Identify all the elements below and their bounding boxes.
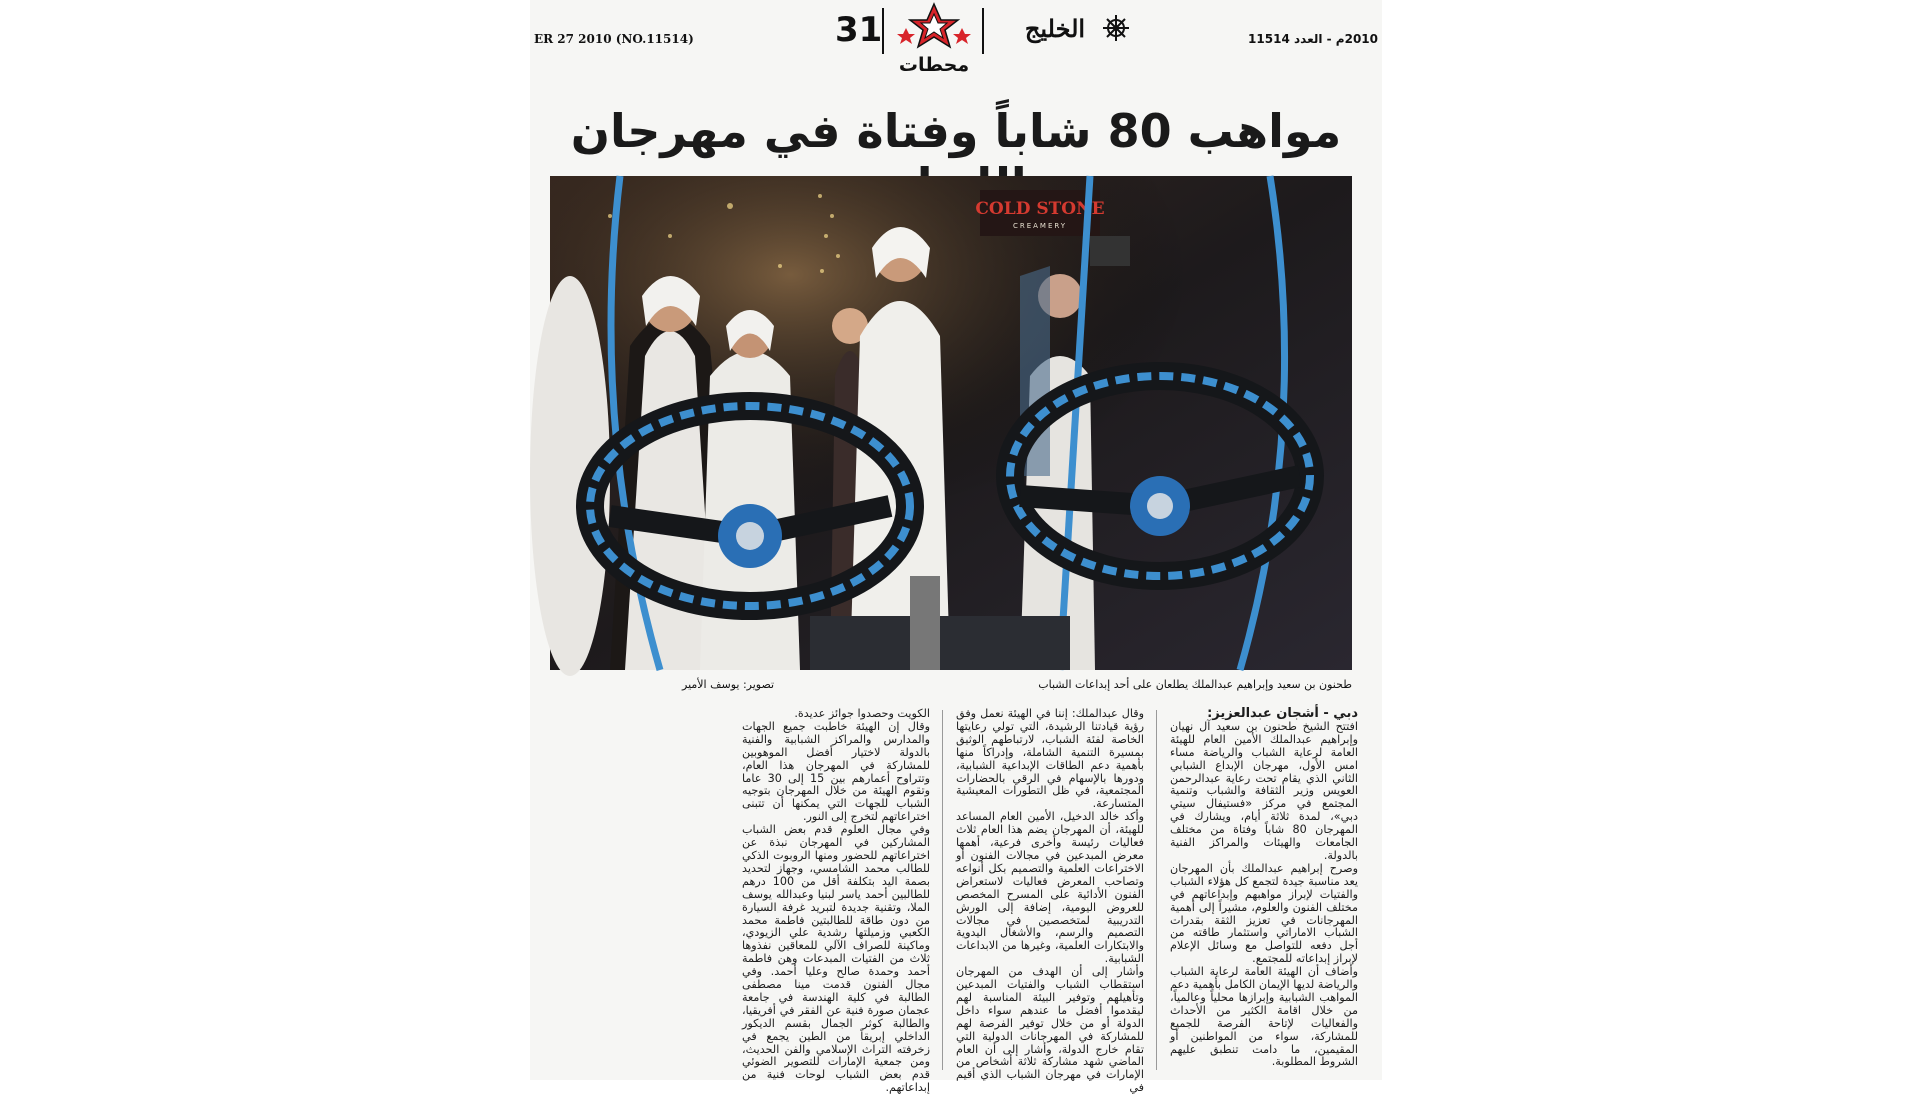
sign-text: COLD STONE <box>975 199 1105 219</box>
article-photo <box>550 176 1352 670</box>
paragraph: وفي مجال العلوم قدم بعض الشباب المشاركين في المهرجان نبذة عن اختراعاتهم للحضور ومنها الروبوت الذكي للطالب محمد الشامسي، وجهاز لتحديد بصمة اليد بتكلفة أقل من 100 درهم للطالبين أحمد ياسر لبنيا وعبدالله يوسف الملا، وتقنية جديدة لتبريد غرفة السيارة من دون طاقة للطالبتين فاطمة محمد الكعبي وزميلتها رشدية علي الزيودي، وماكينة للصراف الآلي للمعاقين نفذوها ثلاث من الفتيات المبدعات وهن فاطمة أحمد وحمدة صالح وعليا أحمد. وفي مجال الفنون قدمت مينا مصطفى الطالبة في كلية الهندسة في جامعة عجمان صورة فنية عن الفقر في أفريقيا، والطالبة كوثر الجمال بقسم الديكور الداخلي إبريقاً من الطين يجمع في زخرفته التراث الإسلامي والفن الحديث، ومن جمعية الإمارات للتصوير الضوئي قدم بعض الشباب لوحات فنية من إبداعاتهم. <box>742 823 930 1095</box>
article-headline: مواهب 80 شاباً وفتاة في مهرجان <box>570 104 1342 158</box>
sign-subtext: CREAMERY <box>1012 222 1068 230</box>
column-rule <box>1156 710 1157 1070</box>
star-logo-icon <box>892 2 976 56</box>
section-name: محطات <box>898 54 970 76</box>
paragraph: افتتح الشيخ طحنون بن سعيد آل نهيان وإبراهيم عبدالملك الأمين العام للهيئة العامة لرعاية الشباب والرياضة مساء امس الأول، مهرجان الإبداع الشبابي الثاني الذي يقام تحت رعاية عبدالرحمن العويس وزير الثقافة والشباب وتنمية المجتمع في مركز «فستيفال سيتي دبي»، لمدة ثلاثة أيام، ويشارك في المهرجان 80 شاباً وفتاة من مختلف الجامعات والهيئات والمراكز الفنية بالدولة. <box>1170 719 1358 862</box>
header-divider-left <box>882 8 884 54</box>
page-header <box>530 0 1382 80</box>
article-byline: دبي - أشجان عبدالعزيز: <box>1207 706 1358 721</box>
paragraph: وقال إن الهيئة خاطبت جميع الجهات والمدارس والمراكز الشبابية والفنية بالدولة لاختيار أفضل الموهوبين للمشاركة في المهرجان هذا العام، وتتراوح أعمارهم بين 15 إلى 30 عاما وتقوم الهيئة من خلال المهرجان بتوجيه الشباب للجهات التي يمكنها أن تتبنى اختراعاتهم لتخرج إلى النور. <box>742 719 930 824</box>
paragraph: الكويت وحصدوا جوائز عديدة. <box>794 707 930 720</box>
paragraph: وأشار إلى أن الهدف من المهرجان استقطاب الشباب والفتيات المبدعين وتأهيلهم وتوفير البيئة المناسبة لهم ليقدموا أفضل ما عندهم سواء داخل الدولة أو من خلال توفير الفرصة لهم للمشاركة في المهرجانات الدولية التي تقام خارج الدولة، وأشار إلى أن العام الماضي شهد مشاركة ثلاثة أشخاص من الإمارات في مهرجان الشباب الذي أقيم في <box>956 965 1144 1095</box>
paragraph: وأكد خالد الدخيل، الأمين العام المساعد للهيئة، أن المهرجان يضم هذا العام ثلاث فعاليات رئيسة وأخرى فرعية، أهمها معرض المبدعين في مجالات الفنون أو الاختراعات العلمية والتصميم بكل أنواعه وتصاحب المعرض فعاليات لاستعراض الفنون الأدائية على المسرح المخصص للعروض اليومية، إضافة إلى الورش التدريبية لمتخصصين في مجالات التصميم والرسم، والأشغال اليدوية والابتكارات العلمية، وغيرها من الابداعات الشبابية. <box>956 810 1144 966</box>
article-column-2 <box>956 707 1144 1095</box>
paragraph: وقال عبدالملك: إننا في الهيئة نعمل وفق رؤية قيادتنا الرشيدة، التي تولي رعايتها الخاصة لفئة الشباب، لارتباطهم الوثيق بمسيرة التنمية الشاملة، وإدراكاً منها بأهمية دعم الطاقات الإبداعية الشبابية، ودورها بالإسهام في الرقي بالحضارات المجتمعية، في ظل التطورات المعيشية المتسارعة. <box>956 707 1144 811</box>
header-date-arabic: 2010م - العدد 11514 <box>1248 32 1378 46</box>
column-rule <box>942 710 943 1070</box>
paragraph: وصرح إبراهيم عبدالملك بأن المهرجان يعد مناسبة جيدة لتجمع كل هؤلاء الشباب والفتيات لإبراز مواهبهم وإبداعاتهم في مختلف الفنون والعلوم، مشيراً إلى أهمية المهرجانات في تعزيز الثقة بقدرات الشباب الاماراتي واستثمار طاقته من أجل دفعه للتواصل مع وسائل الإعلام لإبراز إبداعاته للمجتمع. <box>1170 861 1358 966</box>
newspaper-masthead: الخليج <box>1024 14 1086 43</box>
photo-illustration <box>550 176 1352 670</box>
newspaper-page <box>530 0 1382 1095</box>
header-divider-right <box>982 8 984 54</box>
photo-credit: تصوير: يوسف الأمير <box>682 678 775 691</box>
photo-caption: طحنون بن سعيد وإبراهيم عبدالملك يطلعان على أحد إبداعات الشباب <box>1038 678 1352 691</box>
section-logo <box>892 2 976 78</box>
article-column-3 <box>742 707 930 1095</box>
header-date-english: ER 27 2010 (NO.11514) <box>534 32 694 46</box>
page-number: 31 <box>835 10 883 50</box>
ship-wheel-icon <box>1102 14 1130 42</box>
paragraph: وأضاف أن الهيئة العامة لرعاية الشباب والرياضة لديها الإيمان الكامل بأهمية دعم المواهب الشبابية وإبرازها محلياً وعالمياً، من خلال اقامة الكثير من الأحداث والفعاليات لإتاحة الفرصة للجميع للمشاركة، سواء من المواطنين أو المقيمين، ما دامت تنطبق عليهم الشروط المطلوبة. <box>1170 965 1358 1069</box>
article-column-1 <box>1170 708 1358 1078</box>
